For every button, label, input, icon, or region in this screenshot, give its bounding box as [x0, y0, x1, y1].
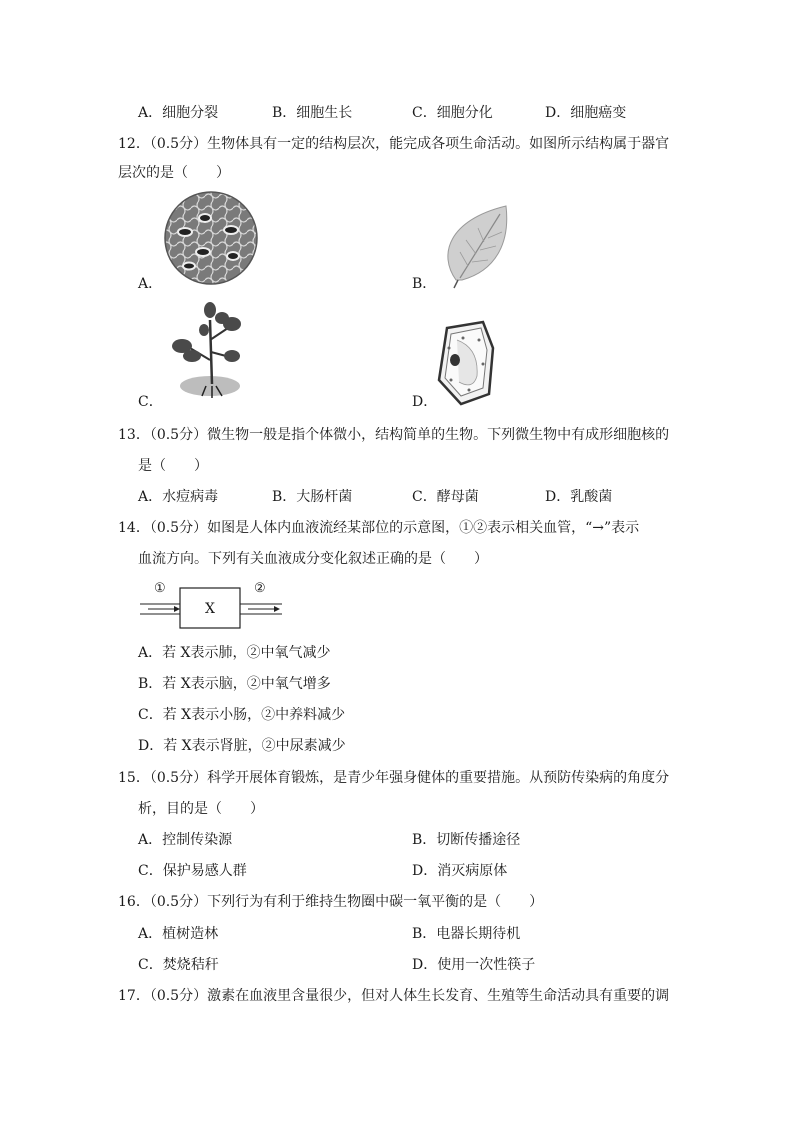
epidermis-tissue-image — [163, 190, 259, 286]
q16-stem-line1: 16．（0.5分）下列行为有利于维持生物圈中碳一氧平衡的是（ ） — [118, 894, 544, 910]
leaf-image — [438, 200, 518, 290]
q14-option-d: D．若 X表示肾脏，②中尿素减少 — [138, 738, 346, 754]
q14-option-a: A．若 X表示肺，②中氧气减少 — [138, 645, 331, 661]
vessel-2-label: ② — [254, 581, 266, 596]
plant-image — [160, 300, 248, 400]
q13-stem-line2: 是（ ） — [138, 458, 208, 474]
q12-option-a-label: A． — [138, 276, 163, 292]
q11-option-c: C．细胞分化 — [412, 105, 493, 121]
q15-option-c: C．保护易感人群 — [138, 863, 247, 879]
q15-stem-line1: 15．（0.5分）科学开展体育锻炼，是青少年强身健体的重要措施。从预防传染病的角度分 — [118, 770, 670, 786]
q13-option-c: C．酵母菌 — [412, 489, 479, 505]
q11-option-d: D．细胞癌变 — [545, 105, 627, 121]
q13-option-a: A．水痘病毒 — [138, 489, 219, 505]
blood-flow-diagram — [136, 582, 286, 630]
q15-stem-line2: 析，目的是（ ） — [138, 801, 264, 817]
q16-option-d: D．使用一次性筷子 — [412, 957, 536, 973]
q15-option-d: D．消灭病原体 — [412, 863, 508, 879]
q12-option-b-label: B． — [412, 276, 437, 292]
q15-option-a: A．控制传染源 — [138, 832, 233, 848]
q16-option-a: A．植树造林 — [138, 926, 219, 942]
q13-stem-line1: 13．（0.5分）微生物一般是指个体微小，结构简单的生物。下列微生物中有成形细胞核的 — [118, 427, 670, 443]
q12-option-d-label: D． — [412, 394, 438, 410]
q12-stem-line1: 12．（0.5分）生物体具有一定的结构层次，能完成各项生命活动。如图所示结构属于器官 — [118, 136, 670, 152]
q16-option-c: C．焚烧秸秆 — [138, 957, 219, 973]
q14-option-b: B．若 X表示脑，②中氧气增多 — [138, 676, 331, 692]
q17-stem-line1: 17．（0.5分）激素在血液里含量很少，但对人体生长发育、生殖等生命活动具有重要的调 — [118, 988, 670, 1004]
organ-x-label: X — [205, 601, 215, 617]
q15-option-b: B．切断传播途径 — [412, 832, 521, 848]
q12-stem-line2: 层次的是（ ） — [118, 165, 230, 181]
q11-option-b: B．细胞生长 — [272, 105, 353, 121]
q13-option-b: B．大肠杆菌 — [272, 489, 353, 505]
plant-cell-image — [433, 318, 499, 408]
q14-option-c: C．若 X表示小肠，②中养料减少 — [138, 707, 346, 723]
q14-stem-line2: 血流方向。下列有关血液成分变化叙述正确的是（ ） — [138, 551, 488, 567]
q12-option-c-label: C． — [138, 394, 163, 410]
q14-stem-line1: 14．（0.5分）如图是人体内血液流经某部位的示意图，①②表示相关血管，“→”表示 — [118, 520, 640, 536]
q11-option-a: A．细胞分裂 — [138, 105, 219, 121]
vessel-1-label: ① — [154, 581, 166, 596]
q13-option-d: D．乳酸菌 — [545, 489, 613, 505]
q16-option-b: B．电器长期待机 — [412, 926, 521, 942]
